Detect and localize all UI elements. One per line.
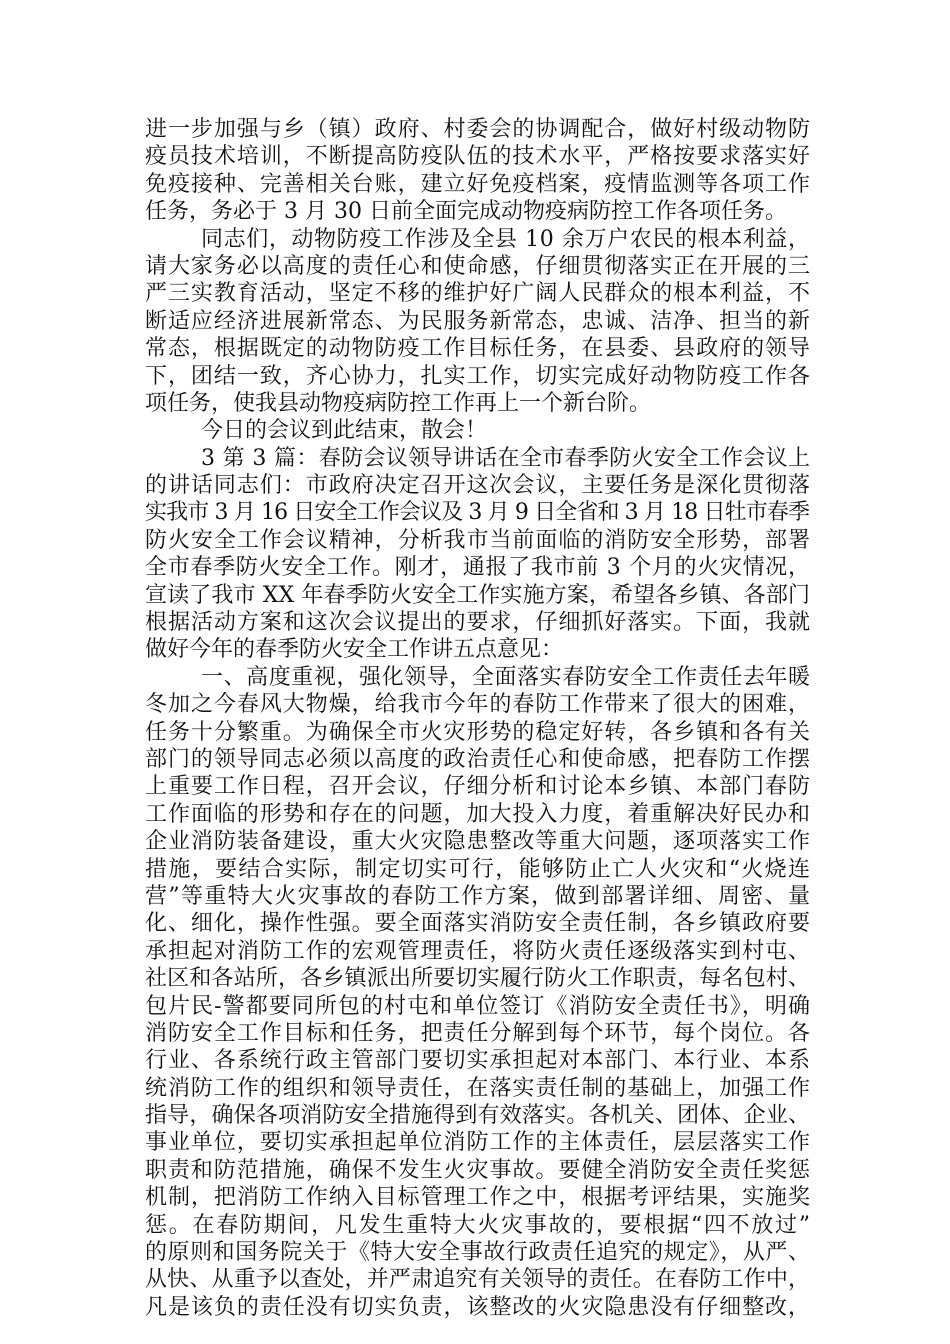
text-line: 行业、各系统行政主管部门要切实承担起对本部门、本行业、本系 [145, 1048, 811, 1074]
text-line: 职责和防范措施，确保不发生火灾事故。要健全消防安全责任奖惩 [145, 1157, 811, 1183]
text-line: 下，团结一致，齐心协力，扎实工作，切实完成好动物防疫工作各 [145, 363, 811, 389]
text-line: 机制，把消防工作纳入目标管理工作之中，根据考评结果，实施奖 [145, 1185, 811, 1211]
text-line: 冬加之今春风大物燥，给我市今年的春防工作带来了很大的困难， [145, 692, 811, 718]
text-line: 进一步加强与乡（镇）政府、村委会的协调配合，做好村级动物防 [145, 117, 811, 142]
text-line: 疫员技术培训，不断提高防疫队伍的技术水平，严格按要求落实好 [145, 144, 811, 170]
text-line: 项任务，使我县动物疫病防控工作再上一个新台阶。 [145, 390, 652, 416]
text-line: 工作面临的形势和存在的问题，加大投入力度，着重解决好民办和 [145, 801, 811, 827]
text-line: 社区和各站所，各乡镇派出所要切实履行防火工作职责，每名包村、 [145, 966, 811, 992]
text-line: 消防安全工作目标和任务，把责任分解到每个环节，每个岗位。各 [145, 1020, 811, 1046]
text-line: 免疫接种、完善相关台账，建立好免疫档案，疫情监测等各项工作 [145, 171, 811, 197]
text-line: 做好今年的春季防火安全工作讲五点意见： [145, 637, 564, 663]
text-line: 任务，务必于 3 月 30 日前全面完成动物疫病防控工作各项任务。 [145, 199, 787, 225]
text-line: 全市春季防火安全工作。刚才，通报了我市前 3 个月的火灾情况， [145, 555, 811, 581]
text-line: 请大家务必以高度的责任心和使命感，仔细贯彻落实正在开展的三 [145, 253, 811, 279]
paragraph-first-line: 今日的会议到此结束，散会！ [201, 418, 488, 444]
text-line: 凡是该负的责任没有切实负责，该整改的火灾隐患没有仔细整改， [145, 1294, 811, 1320]
text-line: 上重要工作日程，召开会议，仔细分析和讨论本乡镇、本部门春防 [145, 774, 811, 800]
text-line: 任务十分繁重。为确保全市火灾形势的稳定好转，各乡镇和各有关 [145, 719, 811, 745]
text-line: 部门的领导同志必须以高度的政治责任心和使命感，把春防工作摆 [145, 746, 811, 772]
text-line: 统消防工作的组织和领导责任，在落实责任制的基础上，加强工作 [145, 1075, 811, 1101]
document-body [145, 116, 810, 1321]
text-line: 的原则和国务院关于《特大安全事故行政责任追究的规定》，从严、 [145, 1240, 811, 1266]
text-line: 包片民-警都要同所包的村屯和单位签订《消防安全责任书》，明确 [145, 993, 812, 1019]
text-line: 断适应经济进展新常态、为民服务新常态，忠诚、洁净、担当的新 [145, 308, 811, 334]
text-line: 宣读了我市 XX 年春季防火安全工作实施方案，希望各乡镇、各部门 [145, 582, 811, 608]
paragraph-first-line: 一、高度重视，强化领导，全面落实春防安全工作责任去年暖 [201, 664, 811, 690]
text-line: 惩。在春防期间，凡发生重特大火灾事故的，要根据“四不放过” [145, 1212, 812, 1238]
paragraph-first-line: 3 第 3 篇：春防会议领导讲话在全市春季防火安全工作会议上 [201, 445, 811, 471]
text-line: 承担起对消防工作的宏观管理责任，将防火责任逐级落实到村屯、 [145, 938, 811, 964]
text-line: 营”等重特大火灾事故的春防工作方案，做到部署详细、周密、量 [145, 883, 812, 909]
text-line: 企业消防装备建设，重大火灾隐患整改等重大问题，逐项落实工作 [145, 829, 811, 855]
text-line: 防火安全工作会议精神，分析我市当前面临的消防安全形势，部署 [145, 527, 811, 553]
text-line: 常态，根据既定的动物防疫工作目标任务，在县委、县政府的领导 [145, 336, 811, 362]
text-line: 的讲话同志们：市政府决定召开这次会议，主要任务是深化贯彻落 [145, 473, 811, 499]
text-line: 事业单位，要切实承担起单位消防工作的主体责任，层层落实工作 [145, 1130, 811, 1156]
text-line: 化、细化，操作性强。要全面落实消防安全责任制，各乡镇政府要 [145, 911, 811, 937]
text-line: 实我市 3 月 16 日安全工作会议及 3 月 9 日全省和 3 月 18 日牡市春季 [145, 500, 810, 526]
text-line: 从快、从重予以查处，并严肃追究有关领导的责任。在春防工作中， [145, 1267, 811, 1293]
paragraph-first-line: 同志们，动物防疫工作涉及全县 10 余万户农民的根本利益， [201, 226, 811, 252]
text-line: 指导，确保各项消防安全措施得到有效落实。各机关、团体、企业、 [145, 1103, 811, 1129]
text-line: 根据活动方案和这次会议提出的要求，仔细抓好落实。下面，我就 [145, 610, 811, 636]
text-line: 严三实教育活动，坚定不移的维护好广阔人民群众的根本利益，不 [145, 281, 811, 307]
text-line: 措施，要结合实际，制定切实可行，能够防止亡人火灾和“火烧连 [145, 856, 812, 882]
